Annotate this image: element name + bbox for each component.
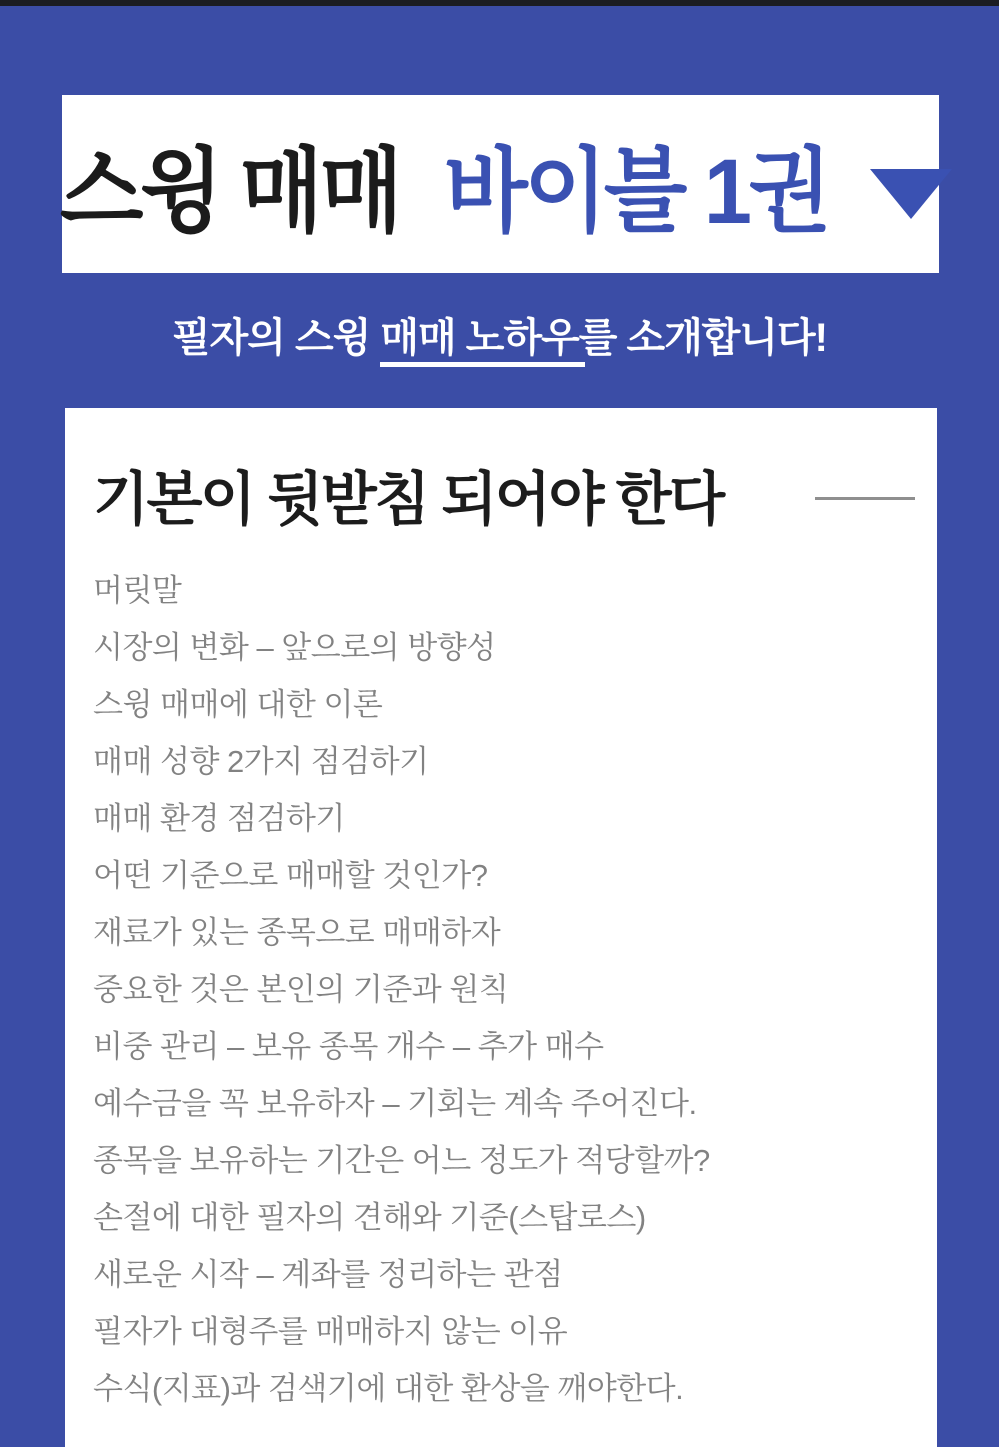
toc-item: 필자가 대형주를 매매하지 않는 이유 <box>93 1314 568 1349</box>
toc-item: 수식(지표)과 검색기에 대한 환상을 깨야한다. <box>93 1371 684 1406</box>
toc-item: 매매 성향 2가지 점검하기 <box>93 744 429 779</box>
toc-item: 비중 관리 – 보유 종목 개수 – 추가 매수 <box>93 1029 604 1064</box>
toc-item: 스윙 매매에 대한 이론 <box>93 687 383 722</box>
card-heading-row <box>65 408 937 536</box>
subtitle-underline <box>380 362 585 367</box>
banner-title-black: 스윙 매매 <box>59 141 400 243</box>
title-banner[interactable] <box>59 95 939 273</box>
contents-card <box>65 408 937 1447</box>
heading-rule <box>815 497 915 500</box>
toc-item: 매매 환경 점검하기 <box>93 801 345 836</box>
toc-item: 예수금을 꼭 보유하자 – 기회는 계속 주어진다. <box>93 1086 697 1121</box>
toc-item: 어떤 기준으로 매매할 것인가? <box>93 858 488 893</box>
toc-item: 머릿말 <box>93 573 182 608</box>
triangle-down-icon[interactable] <box>870 169 952 219</box>
toc-item: 중요한 것은 본인의 기준과 원칙 <box>93 972 509 1007</box>
toc-list <box>65 562 937 1417</box>
card-heading: 기본이 뒷받침 되어야 한다 <box>93 467 723 532</box>
banner-title-blue: 바이블 1권 <box>444 141 828 243</box>
toc-item: 새로운 시작 – 계좌를 정리하는 관점 <box>93 1257 563 1292</box>
toc-item: 재료가 있는 종목으로 매매하자 <box>93 915 501 950</box>
top-edge-bar <box>0 0 999 6</box>
page-subtitle: 필자의 스윙 매매 노하우를 소개합니다! <box>171 316 827 360</box>
toc-item: 종목을 보유하는 기간은 어느 정도가 적당할까? <box>93 1143 710 1178</box>
toc-item: 시장의 변화 – 앞으로의 방향성 <box>93 630 496 665</box>
toc-item: 손절에 대한 필자의 견해와 기준(스탑로스) <box>93 1200 646 1235</box>
